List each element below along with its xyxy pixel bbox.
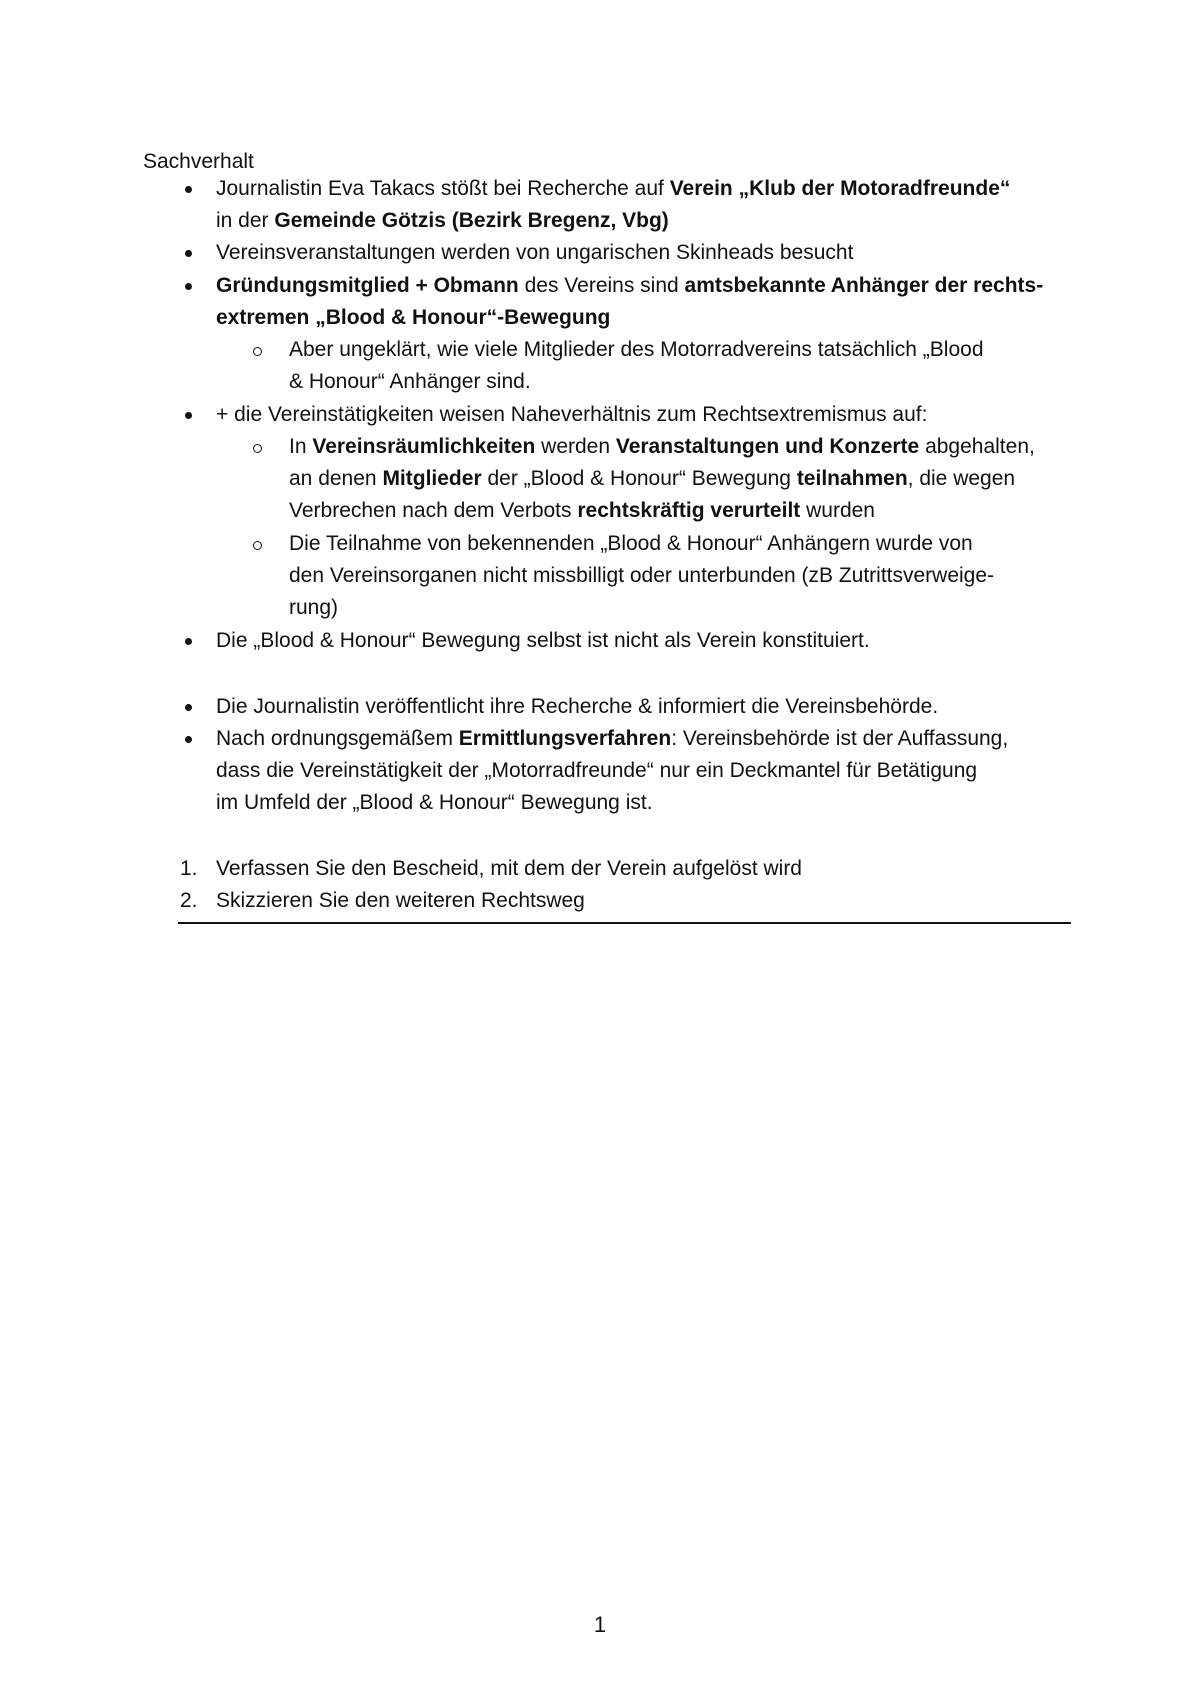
list-item-4: + die Vereinstätigkeiten weisen Naheverhältnis zum Rechtsextremismus auf: [216, 403, 928, 426]
bullet-icon [185, 283, 192, 290]
task-item-1: Verfassen Sie den Bescheid, mit dem der Verein aufgelöst wird [216, 857, 802, 880]
bullet-icon [185, 704, 192, 711]
bullet-icon [185, 250, 192, 257]
bullet-icon [185, 186, 192, 193]
bullet-icon [185, 736, 192, 743]
sub-bullet-icon [253, 541, 262, 550]
list-item-7: Nach ordnungsgemäßem Ermittlungsverfahren: Vereinsbehörde ist der Auffassung, dass die Vereinstätigkeit der „Motorradfreunde“ nur ein Deckmantel für Betätigung im Umfeld der „Blood & Honour“ Bewegung ist. [216, 727, 1009, 814]
bullet-icon [185, 638, 192, 645]
task-number: 1. [180, 857, 198, 880]
list-item-2: Vereinsveranstaltungen werden von ungarischen Skinheads besucht [216, 241, 854, 264]
list-item-3: Gründungsmitglied + Obmann des Vereins sind amtsbekannte Anhänger der rechts- extremen „Blood & Honour“-Bewegung [216, 274, 1044, 329]
sub-bullet-icon [253, 444, 262, 453]
horizontal-rule [178, 922, 1071, 924]
section-title: Sachverhalt [143, 150, 254, 173]
bullet-icon [185, 412, 192, 419]
sub-bullet-icon [253, 347, 262, 356]
page-number: 1 [593, 1612, 607, 1637]
sub-list-item: In Vereinsräumlichkeiten werden Veranstaltungen und Konzerte abgehalten, an denen Mitglieder der „Blood & Honour“ Bewegung teilnahmen, die wegen Verbrechen nach dem Verbots rechtskräftig verurteilt wurden [289, 435, 1035, 522]
task-number: 2. [180, 889, 198, 912]
list-item-1: Journalistin Eva Takacs stößt bei Recherche auf Verein „Klub der Motoradfreunde“ in der Gemeinde Götzis (Bezirk Bregenz, Vbg) [216, 177, 1011, 232]
sub-list-item: Aber ungeklärt, wie viele Mitglieder des Motorradvereins tatsächlich „Blood & Honour“ Anhänger sind. [289, 338, 984, 393]
task-item-2: Skizzieren Sie den weiteren Rechtsweg [216, 889, 585, 912]
list-item-6: Die Journalistin veröffentlicht ihre Recherche & informiert die Vereinsbehörde. [216, 695, 939, 718]
list-item-5: Die „Blood & Honour“ Bewegung selbst ist nicht als Verein konstituiert. [216, 629, 870, 652]
sub-list-item: Die Teilnahme von bekennenden „Blood & Honour“ Anhängern wurde von den Vereinsorganen nicht missbilligt oder unterbunden (zB Zutrittsverweige- rung) [289, 532, 995, 619]
